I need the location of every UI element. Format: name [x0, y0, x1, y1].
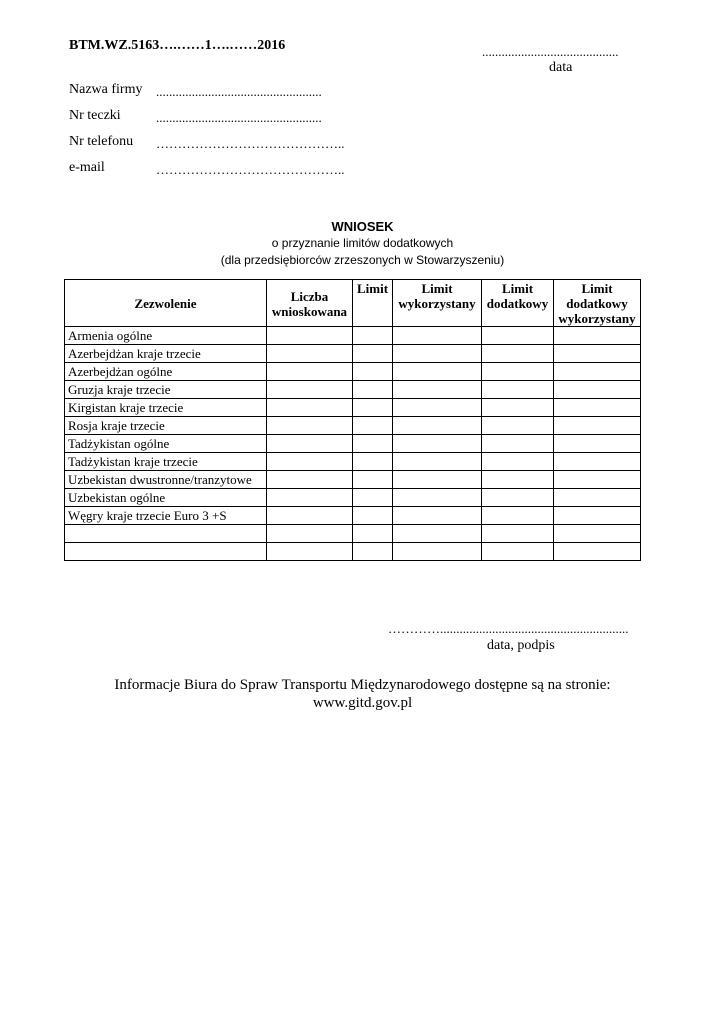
additional-limit-cell[interactable]	[482, 417, 554, 435]
requested-count-cell[interactable]	[267, 381, 353, 399]
permit-name: Węgry kraje trzecie Euro 3 +S	[65, 507, 267, 525]
limit-cell[interactable]	[353, 543, 393, 561]
permit-name: Rosja kraje trzecie	[65, 417, 267, 435]
table-row	[65, 471, 641, 489]
table-row	[65, 327, 641, 345]
email-label: e-mail	[69, 160, 105, 175]
additional-limit-cell[interactable]	[482, 327, 554, 345]
company-name-label: Nazwa firmy	[69, 82, 143, 97]
header-limit: Limit	[353, 280, 393, 327]
header-additional-limit: Limit dodatkowy	[482, 280, 554, 327]
requested-count-cell[interactable]	[267, 363, 353, 381]
company-name-field[interactable]: ...................................................	[156, 84, 322, 99]
additional-limit-cell[interactable]	[482, 363, 554, 381]
form-title: WNIOSEK	[331, 219, 394, 234]
document-reference: BTM.WZ.5163….……1….……2016	[69, 38, 286, 53]
additional-limit-used-cell[interactable]	[554, 471, 641, 489]
limit-cell[interactable]	[353, 363, 393, 381]
additional-limit-cell[interactable]	[482, 471, 554, 489]
permit-name[interactable]	[65, 525, 267, 543]
table-row	[65, 507, 641, 525]
limit-used-cell[interactable]	[393, 327, 482, 345]
signature-label: data, podpis	[487, 638, 555, 653]
table-row	[65, 399, 641, 417]
limit-used-cell[interactable]	[393, 399, 482, 417]
additional-limit-used-cell[interactable]	[554, 417, 641, 435]
requested-count-cell[interactable]	[267, 435, 353, 453]
form-subtitle: o przyznanie limitów dodatkowych	[271, 236, 454, 250]
header-limit-used: Limit wykorzystany	[393, 280, 482, 327]
limit-cell[interactable]	[353, 525, 393, 543]
table-row	[65, 363, 641, 381]
additional-limit-cell[interactable]	[482, 381, 554, 399]
header-additional-limit-used: Limit dodatkowy wykorzystany	[554, 280, 641, 327]
limit-used-cell[interactable]	[393, 471, 482, 489]
additional-limit-used-cell[interactable]	[554, 363, 641, 381]
table-row	[65, 489, 641, 507]
permit-name: Azerbejdżan ogólne	[65, 363, 267, 381]
limit-used-cell[interactable]	[393, 417, 482, 435]
limit-cell[interactable]	[353, 435, 393, 453]
limit-used-cell[interactable]	[393, 435, 482, 453]
folder-number-label: Nr teczki	[69, 108, 121, 123]
permit-name: Tadżykistan kraje trzecie	[65, 453, 267, 471]
info-text: Informacje Biura do Spraw Transportu Międzynarodowego dostępne są na stronie:	[114, 677, 611, 693]
table-row	[65, 417, 641, 435]
limit-cell[interactable]	[353, 381, 393, 399]
requested-count-cell[interactable]	[267, 471, 353, 489]
table-row	[65, 525, 641, 543]
requested-count-cell[interactable]	[267, 327, 353, 345]
additional-limit-cell[interactable]	[482, 435, 554, 453]
header-requested-count: Liczba wnioskowana	[267, 280, 353, 327]
header-permit: Zezwolenie	[65, 280, 267, 327]
permit-name: Tadżykistan ogólne	[65, 435, 267, 453]
additional-limit-used-cell[interactable]	[554, 525, 641, 543]
limit-cell[interactable]	[353, 345, 393, 363]
requested-count-cell[interactable]	[267, 507, 353, 525]
requested-count-cell[interactable]	[267, 345, 353, 363]
requested-count-cell[interactable]	[267, 399, 353, 417]
additional-limit-used-cell[interactable]	[554, 435, 641, 453]
additional-limit-cell[interactable]	[482, 507, 554, 525]
limit-cell[interactable]	[353, 453, 393, 471]
permits-table	[64, 279, 641, 561]
limit-used-cell[interactable]	[393, 525, 482, 543]
permit-name: Gruzja kraje trzecie	[65, 381, 267, 399]
limit-cell[interactable]	[353, 399, 393, 417]
permit-name: Azerbejdżan kraje trzecie	[65, 345, 267, 363]
permit-name: Armenia ogólne	[65, 327, 267, 345]
limit-used-cell[interactable]	[393, 543, 482, 561]
limit-cell[interactable]	[353, 471, 393, 489]
phone-field[interactable]: ……………………………………..	[156, 136, 345, 151]
phone-label: Nr telefonu	[69, 134, 134, 149]
date-field[interactable]: ..........................................	[482, 44, 619, 59]
additional-limit-cell[interactable]	[482, 525, 554, 543]
limit-cell[interactable]	[353, 489, 393, 507]
table-row	[65, 345, 641, 363]
email-field[interactable]: ……………………………………..	[156, 162, 345, 177]
additional-limit-used-cell[interactable]	[554, 543, 641, 561]
additional-limit-used-cell[interactable]	[554, 327, 641, 345]
permit-name: Kirgistan kraje trzecie	[65, 399, 267, 417]
permit-name[interactable]	[65, 543, 267, 561]
requested-count-cell[interactable]	[267, 489, 353, 507]
limit-cell[interactable]	[353, 507, 393, 525]
limit-used-cell[interactable]	[393, 507, 482, 525]
limit-cell[interactable]	[353, 327, 393, 345]
additional-limit-cell[interactable]	[482, 543, 554, 561]
table-row	[65, 435, 641, 453]
additional-limit-cell[interactable]	[482, 489, 554, 507]
additional-limit-used-cell[interactable]	[554, 345, 641, 363]
signature-field[interactable]: …………..........................................................	[388, 621, 629, 636]
requested-count-cell[interactable]	[267, 453, 353, 471]
limit-cell[interactable]	[353, 417, 393, 435]
additional-limit-cell[interactable]	[482, 399, 554, 417]
requested-count-cell[interactable]	[267, 525, 353, 543]
limit-used-cell[interactable]	[393, 363, 482, 381]
limit-used-cell[interactable]	[393, 489, 482, 507]
additional-limit-used-cell[interactable]	[554, 399, 641, 417]
limit-used-cell[interactable]	[393, 453, 482, 471]
permit-name: Uzbekistan ogólne	[65, 489, 267, 507]
requested-count-cell[interactable]	[267, 417, 353, 435]
table-row	[65, 381, 641, 399]
additional-limit-cell[interactable]	[482, 345, 554, 363]
date-label: data	[549, 60, 573, 75]
additional-limit-used-cell[interactable]	[554, 507, 641, 525]
additional-limit-used-cell[interactable]	[554, 381, 641, 399]
info-website-link[interactable]: www.gitd.gov.pl	[312, 695, 413, 711]
folder-number-field[interactable]: ...................................................	[156, 110, 322, 125]
table-row	[65, 453, 641, 471]
form-subtitle-note: (dla przedsiębiorców zrzeszonych w Stowarzyszeniu)	[220, 253, 505, 267]
requested-count-cell[interactable]	[267, 543, 353, 561]
table-row	[65, 543, 641, 561]
additional-limit-cell[interactable]	[482, 453, 554, 471]
limit-used-cell[interactable]	[393, 381, 482, 399]
permit-name: Uzbekistan dwustronne/tranzytowe	[65, 471, 267, 489]
limit-used-cell[interactable]	[393, 345, 482, 363]
additional-limit-used-cell[interactable]	[554, 453, 641, 471]
additional-limit-used-cell[interactable]	[554, 489, 641, 507]
